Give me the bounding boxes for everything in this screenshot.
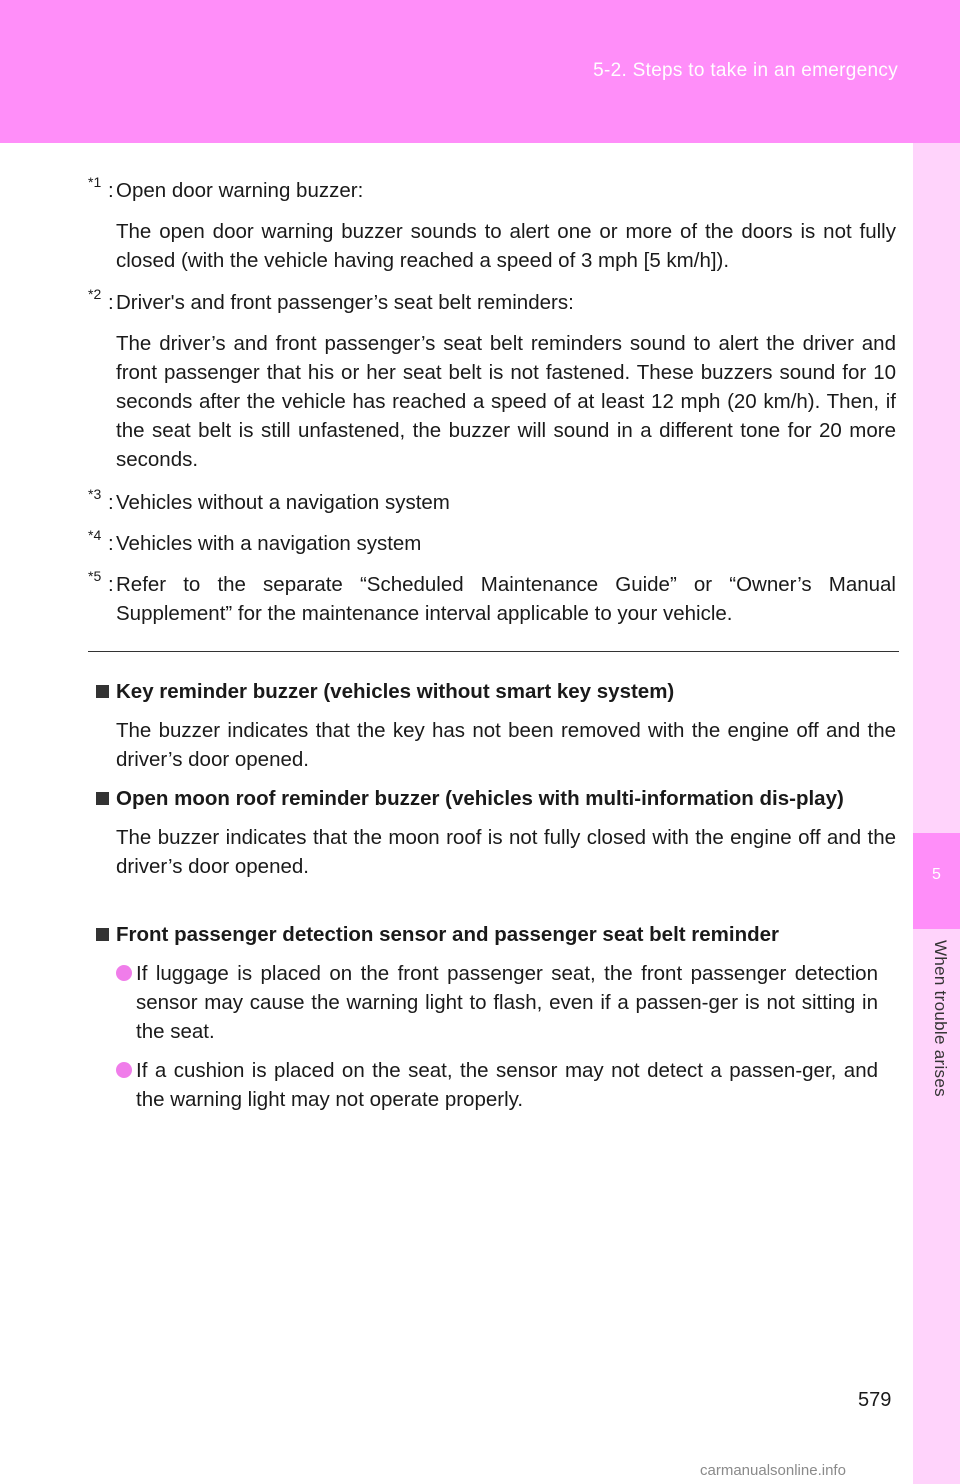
- footnote-body: The driver’s and front passenger’s seat belt reminders sound to alert the driver and front passenger that his or her seat belt is not fastened. These buzzers sound for 10 seconds after the vehicle has reached a speed of at least 12 mph (20 km/h). Then, if the seat belt is still unfastened, the buzzer will sound in a different tone for 20 more seconds.: [116, 332, 896, 471]
- list-item-text: If a cushion is placed on the seat, the sensor may not detect a passen-ger, and the warning light may not operate properly.: [136, 1059, 878, 1111]
- footnote-1: *1 : Open door warning buzzer: The open door warning buzzer sounds to alert one or more of the doors is not fully closed (with the vehicle having reached a speed of 3 mph [5 km/h]).: [88, 176, 896, 275]
- section-title: Key reminder buzzer (vehicles without smart key system): [116, 680, 675, 703]
- footnote-mark: *3: [88, 486, 102, 502]
- footnote-mark: *4: [88, 527, 102, 543]
- section-title: Open moon roof reminder buzzer (vehicles with multi-information dis-play): [116, 787, 844, 810]
- footnote-mark: *2: [88, 286, 102, 302]
- section-body: The buzzer indicates that the moon roof is not fully closed with the engine off and the driver’s door opened.: [116, 826, 896, 878]
- section-body: The buzzer indicates that the key has not been removed with the engine off and the driver’s door opened.: [116, 719, 896, 771]
- circle-bullet-icon: [116, 965, 132, 981]
- section-moon-roof: [96, 784, 896, 881]
- footnote-mark: *5: [88, 568, 102, 584]
- footnote-title: Vehicles without a navigation system: [116, 491, 450, 514]
- page-number: 579: [858, 1389, 892, 1411]
- list-item: [96, 1056, 878, 1114]
- list-item: [96, 959, 878, 1046]
- footnote-title: Refer to the separate “Scheduled Maintenance Guide” or “Owner’s Manual Supplement” for the maintenance interval applicable to your vehicle.: [116, 573, 896, 625]
- section-divider: [88, 651, 899, 652]
- list-item-text: If luggage is placed on the front passenger seat, the front passenger detection sensor may cause the warning light to flash, even if a passen-ger is not sitting in the seat.: [136, 962, 878, 1043]
- square-bullet-icon: [96, 792, 109, 805]
- footnote-title: Open door warning buzzer:: [116, 179, 364, 202]
- side-tab: [913, 143, 960, 1484]
- square-bullet-icon: [96, 685, 109, 698]
- footnote-3: *3 : Vehicles without a navigation system: [88, 488, 896, 517]
- section-key-reminder: [96, 677, 896, 774]
- footnote-mark: *1: [88, 174, 102, 190]
- chapter-number: 5: [932, 866, 941, 883]
- footnote-body: The open door warning buzzer sounds to alert one or more of the doors is not fully closed (with the vehicle having reached a speed of 3 mph [5 km/h]).: [116, 220, 896, 272]
- circle-bullet-icon: [116, 1062, 132, 1078]
- chapter-label: When trouble arises: [931, 940, 950, 1097]
- footnote-title: Vehicles with a navigation system: [116, 532, 422, 555]
- footnote-title: Driver's and front passenger’s seat belt reminders:: [116, 291, 574, 314]
- footnote-5: *5 : Refer to the separate “Scheduled Maintenance Guide” or “Owner’s Manual Supplement” for the maintenance interval applicable to your vehicle.: [88, 570, 896, 628]
- footnote-2: *2 : Driver's and front passenger’s seat belt reminders: The driver’s and front passenger’s seat belt reminders sound to alert the driver and front passenger that his or her seat belt is not fastened. These buzzers sound for 10 seconds after the vehicle has reached a speed of at least 12 mph (20 km/h). Then, if the seat belt is still unfastened, the buzzer will sound in a different tone for 20 more seconds.: [88, 288, 896, 474]
- watermark: carmanualsonline.info: [700, 1462, 846, 1479]
- section-heading: 5-2. Steps to take in an emergency: [593, 60, 898, 81]
- section-passenger-detection: [96, 920, 896, 1114]
- footnote-4: *4 : Vehicles with a navigation system: [88, 529, 896, 558]
- section-title: Front passenger detection sensor and passenger seat belt reminder: [116, 923, 780, 946]
- square-bullet-icon: [96, 928, 109, 941]
